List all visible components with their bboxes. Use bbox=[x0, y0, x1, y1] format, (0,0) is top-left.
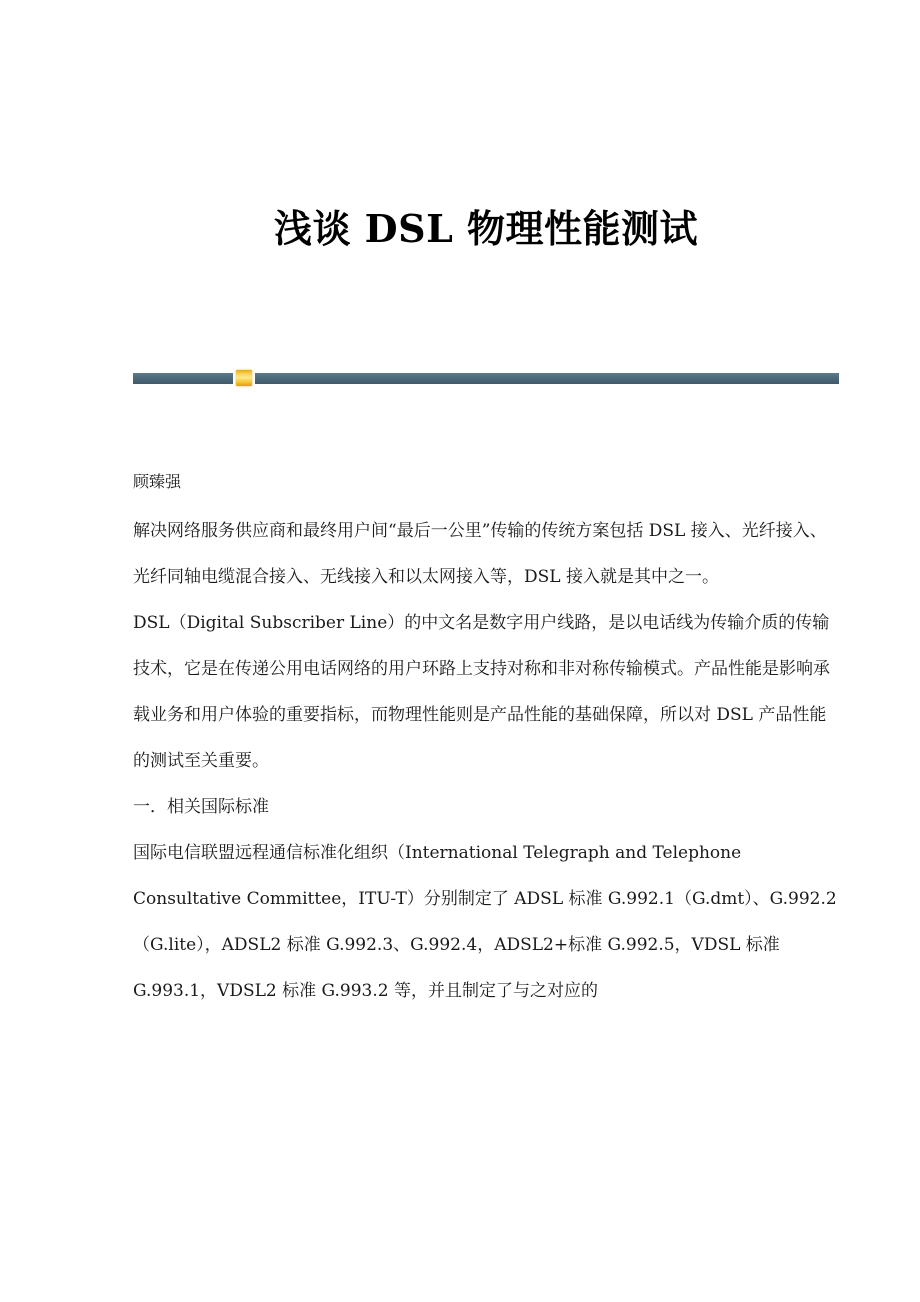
paragraph-intro: 解决网络服务供应商和最终用户间“最后一公里”传输的传统方案包括 DSL 接入、光纤接入、光纤同轴电缆混合接入、无线接入和以太网接入等，DSL 接入就是其中之一。 bbox=[133, 521, 827, 587]
divider-segment-left bbox=[133, 373, 233, 384]
paragraph-dsl-definition: DSL（Digital Subscriber Line）的中文名是数字用户线路，是以电话线为传输介质的传输技术，它是在传递公用电话网络的用户环路上支持对称和非对称传输模式。产品性能是影响承载业务和用户体验的重要指标，而物理性能则是产品性能的基础保障，所以对 DSL 产品性能的测试至关重要。 bbox=[133, 613, 830, 771]
decorative-divider bbox=[133, 368, 839, 388]
page-title: 浅谈 DSL 物理性能测试 bbox=[273, 206, 699, 251]
author-name: 顾臻强 bbox=[133, 472, 182, 491]
section-heading-international-standards: 一．相关国际标准 bbox=[133, 797, 269, 817]
gold-gem-accent-icon bbox=[236, 370, 252, 386]
divider-segment-right bbox=[255, 373, 839, 384]
document-body bbox=[133, 462, 839, 1014]
paragraph-itu-standards: 国际电信联盟远程通信标准化组织（International Telegraph and Telephone Consultative Committee，ITU-T）分别制定了 ADSL 标准 G.992.1（G.dmt）、G.992.2（G.lite），ADSL2 标准 G.992.3、G.992.4，ADSL2+标准 G.992.5，VDSL 标准 G.993.1，VDSL2 标准 G.993.2 等，并且制定了与之对应的 bbox=[133, 843, 837, 1001]
